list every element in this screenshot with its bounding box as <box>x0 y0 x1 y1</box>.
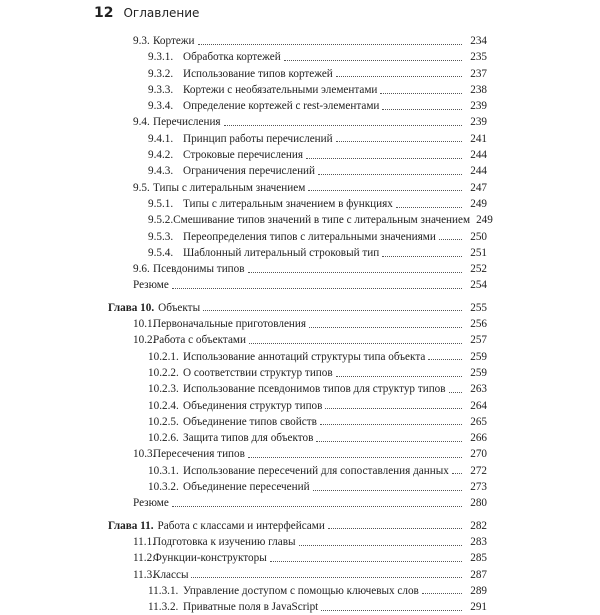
section-number: 9.3. <box>133 35 150 47</box>
dot-leader <box>284 60 462 61</box>
section-number: 10.2.4. <box>148 399 179 412</box>
section-title: Использование аннотаций структуры типа объекта <box>183 350 426 363</box>
dot-leader <box>439 239 462 240</box>
toc-entry-row[interactable] <box>0 114 600 130</box>
page-reference: 247 <box>470 181 487 194</box>
section-title: Ограничения перечислений <box>183 165 316 178</box>
table-of-contents <box>0 33 600 615</box>
section-title: Классы <box>153 568 189 581</box>
page-reference: 273 <box>470 481 487 494</box>
section-number: 9.3.1. <box>148 51 174 64</box>
dot-leader <box>382 109 462 110</box>
section-title: О соответствии структур типов <box>183 366 333 379</box>
toc-entry-row[interactable] <box>0 277 600 293</box>
dot-leader <box>428 359 462 360</box>
dot-leader <box>198 44 462 45</box>
section-title: Типы с литеральным значением в функциях <box>183 197 393 210</box>
section-title: Работа с классами и интерфейсами <box>157 519 325 532</box>
section-number: 10.2. <box>133 334 156 347</box>
page-reference: 239 <box>470 100 487 113</box>
chapter-label: Глава 10. <box>108 301 155 314</box>
dot-leader <box>318 174 462 175</box>
section-number: 9.4.2. <box>148 149 174 162</box>
section-number: 11.3. <box>133 568 155 581</box>
section-title: Перечисления <box>153 116 221 129</box>
section-title: Пересечения типов <box>153 448 245 461</box>
page-reference: 235 <box>470 51 487 64</box>
dot-leader <box>321 610 462 611</box>
toc-entry-row[interactable] <box>0 479 600 495</box>
page-reference: 238 <box>470 83 487 96</box>
toc-entry-row[interactable] <box>0 534 600 550</box>
section-title: Защита типов для объектов <box>183 432 314 445</box>
page-reference: 239 <box>470 116 487 129</box>
toc-entry-row[interactable] <box>0 398 600 414</box>
page-reference: 265 <box>470 415 487 428</box>
toc-entry-row[interactable] <box>0 381 600 397</box>
section-title: Объединения структур типов <box>183 399 323 412</box>
dot-leader <box>306 158 462 159</box>
toc-entry-row[interactable] <box>0 261 600 277</box>
section-title: Псевдонимы типов <box>153 263 245 276</box>
dot-leader <box>248 272 462 273</box>
section-title: Подготовка к изучению главы <box>153 535 296 548</box>
section-number: 9.4.3. <box>148 165 174 178</box>
chapter-label: Глава 11. <box>108 519 154 532</box>
page-header <box>94 5 199 23</box>
section-number: 9.3.4. <box>148 100 174 113</box>
dot-leader <box>320 424 462 425</box>
dot-leader <box>316 441 462 442</box>
section-number: 10.2.3. <box>148 383 179 396</box>
section-number: 11.3.1. <box>148 584 179 597</box>
toc-entry-row[interactable] <box>0 332 600 348</box>
section-number: 10.2.5. <box>148 415 179 428</box>
dot-leader <box>396 207 462 208</box>
section-title: Строковые перечисления <box>183 149 304 162</box>
dot-leader <box>325 408 462 409</box>
dot-leader <box>380 93 462 94</box>
toc-entry-row[interactable] <box>0 66 600 82</box>
page-reference: 280 <box>470 497 487 510</box>
section-title: Объединение пересечений <box>183 481 310 494</box>
page-reference: 291 <box>470 601 487 614</box>
page-reference: 250 <box>470 230 487 243</box>
page-reference: 234 <box>470 35 487 47</box>
page-reference: 251 <box>470 246 487 259</box>
section-number: 9.6. <box>133 263 150 276</box>
toc-entry-row[interactable] <box>0 245 600 261</box>
toc-entry-row[interactable] <box>0 550 600 566</box>
toc-entry-row[interactable] <box>0 567 600 583</box>
section-title: Объекты <box>158 301 201 314</box>
toc-chapter-row[interactable] <box>0 300 600 316</box>
section-title: Использование типов кортежей <box>183 67 333 80</box>
dot-leader <box>422 593 462 594</box>
page-reference: 287 <box>470 568 487 581</box>
section-title: Приватные поля в JavaScript <box>183 601 319 614</box>
section-number: 9.3.3. <box>148 83 174 96</box>
section-title: Обработка кортежей <box>183 51 281 64</box>
section-title: Кортежи <box>153 35 195 47</box>
section-title: Объединение типов свойств <box>183 415 317 428</box>
dot-leader <box>249 343 462 344</box>
page-reference: 249 <box>470 197 487 210</box>
section-number: 11.1. <box>133 535 155 548</box>
section-title: Функции-конструкторы <box>153 552 267 565</box>
section-number: 10.3.2. <box>148 481 179 494</box>
section-number: 10.2.2. <box>148 366 179 379</box>
page-reference: 272 <box>470 464 487 477</box>
dot-leader <box>203 310 462 311</box>
page-reference: 259 <box>470 350 487 363</box>
toc-entry-row[interactable] <box>0 82 600 98</box>
toc-entry-row[interactable] <box>0 131 600 147</box>
page-reference: 241 <box>470 132 487 145</box>
page-reference: 252 <box>470 263 487 276</box>
section-title: Шаблонный литеральный строковый тип <box>183 246 380 259</box>
section-number: 9.3.2. <box>148 67 174 80</box>
dot-leader <box>309 327 462 328</box>
dot-leader <box>248 457 462 458</box>
dot-leader <box>313 490 462 491</box>
toc-entry-row[interactable] <box>0 98 600 114</box>
dot-leader <box>224 125 462 126</box>
dot-leader <box>382 256 462 257</box>
dot-leader <box>299 545 462 546</box>
dot-leader <box>328 528 462 529</box>
section-number: 9.4. <box>133 116 150 129</box>
page-reference: 283 <box>470 535 487 548</box>
toc-entry-row[interactable] <box>0 349 600 365</box>
dot-leader <box>449 392 462 393</box>
section-title: Резюме <box>133 279 169 292</box>
page-reference: 282 <box>470 519 487 532</box>
toc-entry-row[interactable] <box>0 147 600 163</box>
page-reference: 259 <box>470 366 487 379</box>
dot-leader <box>308 190 462 191</box>
section-number: 11.3.2. <box>148 601 179 614</box>
page-reference: 244 <box>470 149 487 162</box>
toc-entry-row[interactable] <box>0 414 600 430</box>
dot-leader <box>270 561 462 562</box>
toc-entry-row[interactable] <box>0 599 600 615</box>
section-title: Принцип работы перечислений <box>183 132 333 145</box>
section-title: Типы с литеральным значением <box>153 181 306 194</box>
running-title: Оглавление <box>123 6 200 20</box>
toc-entry-row[interactable] <box>0 583 600 599</box>
section-number: 11.2. <box>133 552 155 565</box>
dot-leader <box>336 76 462 77</box>
toc-entry-row[interactable] <box>0 430 600 446</box>
page-reference: 263 <box>470 383 487 396</box>
toc-entry-row[interactable] <box>0 446 600 462</box>
toc-entry-row[interactable] <box>0 180 600 196</box>
toc-entry-row[interactable] <box>0 196 600 212</box>
dot-leader <box>452 473 462 474</box>
section-number: 10.3.1. <box>148 464 179 477</box>
section-number: 9.5.3. <box>148 230 174 243</box>
page-reference: 254 <box>470 279 487 292</box>
section-number: 10.1. <box>133 318 156 331</box>
page-reference: 266 <box>470 432 487 445</box>
section-number: 9.5.4. <box>148 246 174 259</box>
dot-leader <box>172 506 462 507</box>
dot-leader <box>172 288 462 289</box>
toc-entry-row[interactable] <box>0 229 600 245</box>
section-title: Использование псевдонимов типов для структур типов <box>183 383 446 396</box>
page-reference: 270 <box>470 448 487 461</box>
toc-entry-row[interactable] <box>0 212 600 228</box>
section-number: 10.3. <box>133 448 156 461</box>
section-title: Первоначальные приготовления <box>153 318 307 331</box>
toc-entry-row[interactable] <box>0 49 600 65</box>
section-title: Кортежи с необязательными элементами <box>183 83 378 96</box>
page-reference: 285 <box>470 552 487 565</box>
section-number: 9.4.1. <box>148 132 174 145</box>
section-title: Смешивание типов значений в типе с литеральным значением <box>173 214 471 227</box>
toc-entry-row[interactable] <box>0 495 600 511</box>
page-reference: 257 <box>470 334 487 347</box>
section-number: 10.2.1. <box>148 350 179 363</box>
page-reference: 256 <box>470 318 487 331</box>
section-title: Резюме <box>133 497 169 510</box>
toc-entry-row[interactable] <box>0 163 600 179</box>
section-number: 10.2.6. <box>148 432 179 445</box>
page-reference: 237 <box>470 67 487 80</box>
section-title: Переопределения типов с литеральными значениями <box>183 230 436 243</box>
page-reference: 264 <box>470 399 487 412</box>
section-number: 9.5. <box>133 181 150 194</box>
dot-leader <box>336 376 462 377</box>
page-number: 12 <box>94 5 114 21</box>
section-number: 9.5.2. <box>148 214 174 227</box>
toc-entry-row[interactable] <box>0 316 600 332</box>
page-reference: 289 <box>470 584 487 597</box>
section-title: Определение кортежей с rest-элементами <box>183 100 380 113</box>
section-number: 9.5.1. <box>148 197 174 210</box>
page-reference: 244 <box>470 165 487 178</box>
toc-chapter-row[interactable] <box>0 518 600 534</box>
section-title: Управление доступом с помощью ключевых слов <box>183 584 419 597</box>
dot-leader <box>191 577 462 578</box>
toc-entry-row[interactable] <box>0 33 600 49</box>
section-title: Работа с объектами <box>153 334 246 347</box>
toc-entry-row[interactable] <box>0 463 600 479</box>
page-reference: 255 <box>470 301 487 314</box>
toc-entry-row[interactable] <box>0 365 600 381</box>
dot-leader <box>336 141 462 142</box>
page-reference: 249 <box>476 214 493 227</box>
section-title: Использование пересечений для сопоставления данных <box>183 464 449 477</box>
